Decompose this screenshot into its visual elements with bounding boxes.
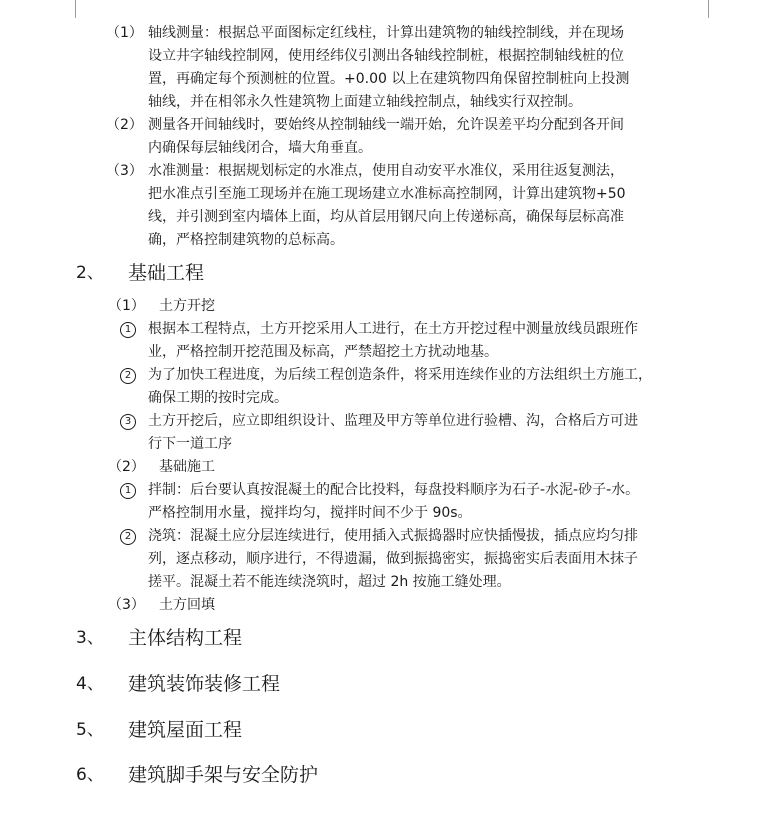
list-item-text: 搓平。混凝土若不能连续浇筑时，超过 2h 按施工缝处理。 — [148, 574, 511, 590]
survey-item-text: 水准测量：根据规划标定的水准点，使用自动安平水准仪，采用往返复测法， — [148, 163, 624, 179]
survey-item-text: 轴线测量：根据总平面图标定红线柱，计算出建筑物的轴线控制线，并在现场 — [148, 25, 624, 41]
circled-number-marker: 1 — [120, 483, 136, 499]
subsection-title: 土方回填 — [159, 597, 215, 613]
list-item-text: 严格控制用水量，搅拌均匀，搅拌时间不少于 90s。 — [148, 505, 472, 521]
section-title: 主体结构工程 — [128, 627, 243, 649]
list-item-text: 业，严格控制开挖范围及标高，严禁超挖土方扰动地基。 — [148, 344, 498, 360]
survey-item-text: 设立井字轴线控制网，使用经纬仪引测出各轴线控制桩，根据控制轴线桩的位 — [148, 48, 624, 64]
list-item-text: 拌制：后台要认真按混凝土的配合比投料，每盘投料顺序为石子-水泥-砂子-水。 — [148, 482, 640, 498]
survey-item-text: 轴线，并在相邻永久性建筑物上面建立轴线控制点，轴线实行双控制。 — [148, 94, 582, 110]
section-number: 3、 — [76, 628, 104, 648]
subsection-number: （1） — [108, 298, 145, 314]
section-number: 5、 — [76, 720, 104, 740]
section-number: 4、 — [76, 674, 104, 694]
survey-item-number: （3） — [106, 163, 143, 179]
survey-item-number: （2） — [106, 117, 143, 133]
list-item-text: 行下一道工序 — [148, 436, 232, 452]
list-item-text: 根据本工程特点，土方开挖采用人工进行，在土方开挖过程中测量放线员跟班作 — [148, 321, 638, 337]
subsection-title: 基础施工 — [159, 459, 215, 475]
circled-number-marker: 3 — [120, 414, 136, 430]
circled-number-marker: 2 — [120, 529, 136, 545]
survey-item-text: 把水准点引至施工现场并在施工现场建立水准标高控制网，计算出建筑物+50 — [148, 186, 626, 202]
subsection-title: 土方开挖 — [159, 298, 215, 314]
circled-number-marker: 1 — [120, 322, 136, 338]
survey-item-text: 置，再确定每个预测桩的位置。+0.00 以上在建筑物四角保留控制桩向上投测 — [148, 71, 630, 87]
list-item-text: 列，逐点移动，顺序进行，不得遗漏，做到振捣密实，振捣密实后表面用木抹子 — [148, 551, 638, 567]
section-number: 2、 — [76, 263, 104, 283]
subsection-number: （2） — [108, 459, 145, 475]
circled-number-marker: 2 — [120, 368, 136, 384]
crop-mark-left — [75, 0, 76, 18]
survey-item-number: （1） — [106, 25, 143, 41]
section-number: 6、 — [76, 765, 104, 785]
list-item-text: 为了加快工程进度，为后续工程创造条件，将采用连续作业的方法组织土方施工， — [148, 367, 652, 383]
list-item-text: 土方开挖后，应立即组织设计、监理及甲方等单位进行验槽、沟，合格后方可进 — [148, 413, 638, 429]
list-item-text: 浇筑：混凝土应分层连续进行，使用插入式振捣器时应快插慢拔，插点应均匀排 — [148, 528, 638, 544]
section-title: 建筑屋面工程 — [128, 719, 243, 741]
crop-mark-right — [708, 0, 709, 18]
section-title: 建筑脚手架与安全防护 — [128, 764, 319, 786]
survey-item-text: 测量各开间轴线时，要始终从控制轴线一端开始，允许误差平均分配到各开间 — [148, 117, 624, 133]
section-title: 建筑装饰装修工程 — [128, 673, 281, 695]
survey-item-text: 内确保每层轴线闭合，墙大角垂直。 — [148, 140, 372, 156]
subsection-number: （3） — [108, 597, 145, 613]
survey-item-text: 确，严格控制建筑物的总标高。 — [148, 232, 344, 248]
survey-item-text: 线，并引测到室内墙体上面，均从首层用钢尺向上传递标高，确保每层标高准 — [148, 209, 624, 225]
list-item-text: 确保工期的按时完成。 — [148, 390, 288, 406]
section-title: 基础工程 — [128, 262, 205, 284]
